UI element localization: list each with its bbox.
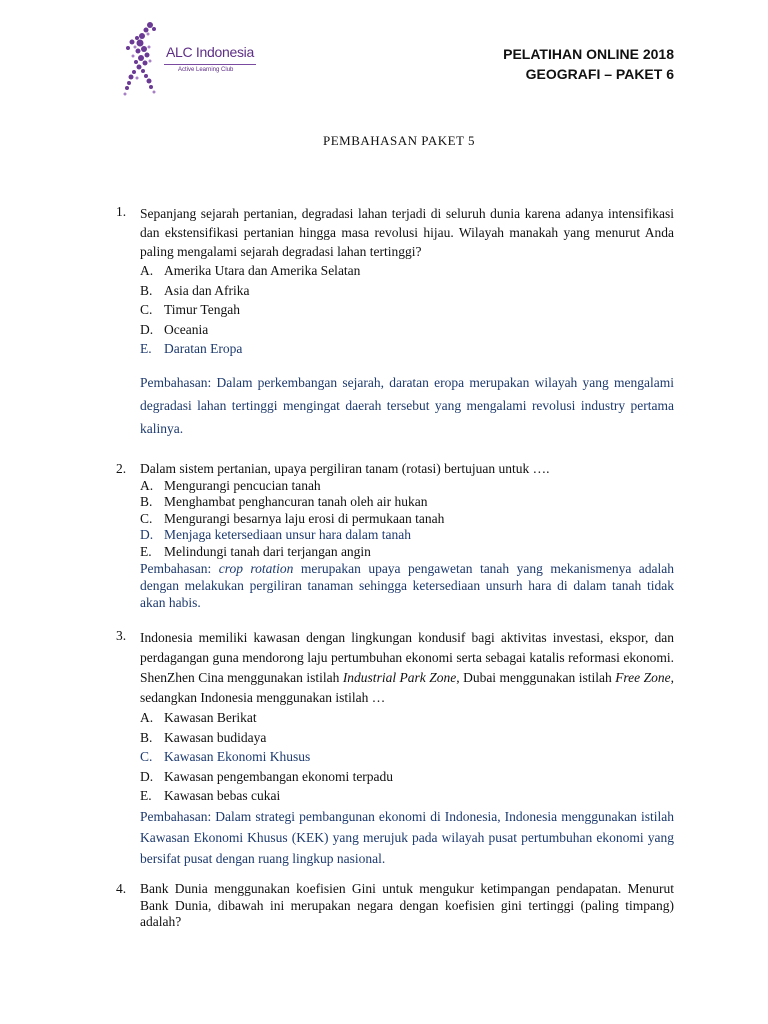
question-stem bbox=[140, 628, 674, 708]
explanation-rest: merupakan upaya pengawetan tanah yang mekanismenya adalah dengan melakukan pergiliran tanaman sehingga ketersediaan unsurh hara di dalam tanah tidak akan habis. bbox=[140, 561, 675, 610]
question-2 bbox=[116, 461, 674, 611]
option-e-correct bbox=[140, 339, 674, 359]
question-number: 2. bbox=[116, 461, 127, 476]
explanation bbox=[140, 560, 674, 611]
option-text: Amerika Utara dan Amerika Selatan bbox=[164, 263, 361, 278]
option-text: Kawasan Ekonomi Khusus bbox=[164, 749, 311, 764]
option-label: D. bbox=[140, 768, 154, 784]
header-line-2: GEOGRAFI – PAKET 6 bbox=[525, 66, 674, 82]
question-4 bbox=[116, 881, 674, 931]
option-text: Kawasan budidaya bbox=[164, 729, 267, 745]
option-label: B. bbox=[140, 494, 153, 509]
option-label: E. bbox=[140, 788, 152, 803]
option-text: Menghambat penghancuran tanah oleh air hukan bbox=[164, 494, 428, 509]
stem-part: , sedangkan Indonesia menggunakan istilah … bbox=[140, 670, 675, 705]
option-b bbox=[140, 728, 674, 748]
option-text: Asia dan Afrika bbox=[164, 282, 250, 298]
option-d-correct bbox=[140, 527, 674, 544]
option-b bbox=[140, 494, 674, 511]
option-label: E. bbox=[140, 341, 152, 356]
option-text: Daratan Eropa bbox=[164, 341, 243, 356]
option-c bbox=[140, 300, 674, 320]
stem-term: Free Zone bbox=[615, 670, 671, 685]
option-text: Kawasan bebas cukai bbox=[164, 788, 281, 803]
option-label: B. bbox=[140, 282, 153, 298]
option-text: Mengurangi besarnya laju erosi di permukaan tanah bbox=[164, 510, 445, 526]
option-a bbox=[140, 478, 674, 495]
stem-part: , Dubai menggunakan istilah bbox=[456, 670, 616, 685]
explanation: Pembahasan: Dalam strategi pembangunan ekonomi di Indonesia, Indonesia menggunakan istilah Kawasan Ekonomi Khusus (KEK) yang merujuk pada wilayah pusat pertumbuhan ekonomi yang bersifat pusat dengan ruang lingkup nasional. bbox=[140, 808, 674, 866]
option-label: B. bbox=[140, 729, 153, 745]
option-d bbox=[140, 320, 674, 340]
document-header bbox=[503, 44, 674, 84]
option-text: Mengurangi pencucian tanah bbox=[164, 477, 321, 493]
question-3 bbox=[116, 628, 674, 869]
option-text: Melindungi tanah dari terjangan angin bbox=[164, 543, 371, 559]
option-label: C. bbox=[140, 302, 153, 317]
logo-tagline: Active Learning Club bbox=[178, 67, 234, 73]
question-1 bbox=[116, 204, 674, 440]
stem-term: Industrial Park Zone bbox=[342, 670, 457, 685]
question-stem: Dalam sistem pertanian, upaya pergiliran tanam (rotasi) bertujuan untuk …. bbox=[140, 461, 550, 476]
option-text: Timur Tengah bbox=[164, 302, 240, 317]
question-stem: Bank Dunia menggunakan koefisien Gini untuk mengukur ketimpangan pendapatan. Menurut Bank Dunia, dibawah ini merupakan negara dengan koefisien gini tertinggi (paling timpang) adalah? bbox=[140, 881, 674, 929]
logo-divider bbox=[164, 64, 256, 65]
question-stem: Sepanjang sejarah pertanian, degradasi lahan terjadi di seluruh dunia karena adanya intensifikasi dan ekstensifikasi pertanian hingga masa revolusi hijau. Wilayah manakah yang menurut Anda paling mengalami sejarah degradasi lahan tertinggi? bbox=[140, 206, 674, 259]
option-text: Oceania bbox=[164, 321, 209, 337]
page-title: PEMBAHASAN PAKET 5 bbox=[322, 133, 476, 148]
option-label: C. bbox=[140, 510, 153, 526]
explanation-term: crop rotation bbox=[218, 561, 294, 576]
alc-logo bbox=[120, 20, 260, 98]
option-b bbox=[140, 281, 674, 301]
logo-name: ALC Indonesia bbox=[166, 44, 254, 60]
option-a bbox=[140, 708, 674, 728]
option-d bbox=[140, 767, 674, 787]
option-label: D. bbox=[140, 321, 154, 337]
explanation-prefix: Pembahasan: bbox=[140, 561, 219, 576]
stem-part: Indonesia memiliki kawasan dengan lingkungan kondusif bagi aktivitas investasi, ekspor, dan perdagangan guna mendorong laju pertumbuhan ekonomi serta sebagai katalis reformasi ekonomi. ShenZhen Cina menggunakan istilah bbox=[140, 630, 674, 685]
question-number: 1. bbox=[116, 204, 127, 219]
option-e bbox=[140, 786, 674, 806]
option-c bbox=[140, 511, 674, 528]
alc-figure-icon bbox=[120, 20, 168, 98]
question-number: 3. bbox=[116, 628, 127, 643]
option-label: A. bbox=[140, 710, 154, 725]
option-text: Kawasan Berikat bbox=[164, 710, 257, 725]
option-a bbox=[140, 261, 674, 281]
header-line-1: PELATIHAN ONLINE 2018 bbox=[503, 46, 674, 62]
question-number: 4. bbox=[116, 881, 127, 896]
option-label: A. bbox=[140, 263, 154, 278]
option-e bbox=[140, 544, 674, 561]
option-c-correct bbox=[140, 747, 674, 767]
option-label: C. bbox=[140, 749, 153, 764]
option-text: Kawasan pengembangan ekonomi terpadu bbox=[164, 768, 394, 784]
option-text: Menjaga ketersediaan unsur hara dalam tanah bbox=[164, 527, 412, 542]
option-label: D. bbox=[140, 527, 154, 542]
option-label: A. bbox=[140, 477, 154, 493]
option-label: E. bbox=[140, 543, 152, 559]
explanation: Pembahasan: Dalam perkembangan sejarah, daratan eropa merupakan wilayah yang mengalami degradasi lahan tertinggi mengingat daerah tersebut yang mengalami revolusi industry pertama kalinya. bbox=[140, 374, 674, 436]
